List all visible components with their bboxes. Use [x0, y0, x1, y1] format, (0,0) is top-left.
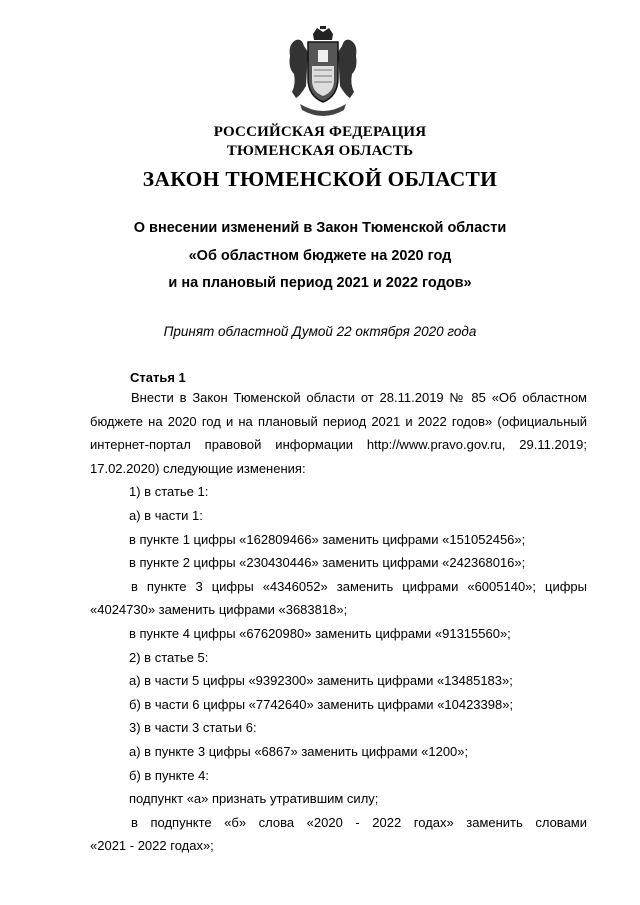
- body-line: бюджете на 2020 год и на плановый период 2021 и 2022 годов» (официальный: [90, 413, 587, 429]
- list-item: б) в части 6 цифры «7742640» заменить цифрами «10423398»;: [129, 696, 514, 712]
- list-item: в пункте 2 цифры «230430446» заменить цифрами «242368016»;: [129, 555, 526, 571]
- body-line: интернет-портал правовой информации http://www.pravo.gov.ru, 29.11.2019;: [90, 437, 587, 453]
- adoption-note: Принят областной Думой 22 октября 2020 года: [163, 324, 477, 339]
- list-item: в пункте 3 цифры «4346052» заменить цифрами «6005140»; цифры: [131, 578, 587, 594]
- body-line: Внести в Закон Тюменской области от 28.11.2019 № 85 «Об областном: [131, 390, 587, 405]
- law-title-line-2: «Об областном бюджете на 2020 год: [188, 248, 452, 264]
- list-item: 2) в статье 5:: [129, 649, 209, 665]
- country-heading: РОССИЙСКАЯ ФЕДЕРАЦИЯ: [213, 124, 427, 140]
- list-item: а) в части 1:: [129, 507, 203, 523]
- list-item: в пункте 1 цифры «162809466» заменить цифрами «151052456»;: [129, 531, 526, 547]
- region-heading: ТЮМЕНСКАЯ ОБЛАСТЬ: [226, 143, 414, 159]
- article-body: [90, 386, 587, 858]
- law-heading: ЗАКОН ТЮМЕНСКОЙ ОБЛАСТИ: [142, 167, 498, 191]
- list-item: а) в пункте 3 цифры «6867» заменить цифрами «1200»;: [129, 743, 469, 759]
- body-line: 17.02.2020) следующие изменения:: [90, 460, 306, 476]
- list-item: 3) в части 3 статьи 6:: [129, 720, 257, 736]
- list-item: б) в пункте 4:: [129, 767, 209, 783]
- list-item: «2021 - 2022 годах»;: [90, 838, 214, 854]
- list-item: «4024730» заменить цифрами «3683818»;: [90, 602, 348, 618]
- law-title-line-1: О внесении изменений в Закон Тюменской области: [133, 220, 507, 236]
- list-item: 1) в статье 1:: [129, 484, 209, 500]
- list-item: в подпункте «б» слова «2020 - 2022 годах» заменить словами: [131, 814, 587, 830]
- list-item: в пункте 4 цифры «67620980» заменить цифрами «91315560»;: [129, 625, 511, 641]
- list-item: подпункт «а» признать утратившим силу;: [129, 791, 379, 807]
- coat-of-arms-icon: [286, 26, 360, 118]
- list-item: а) в части 5 цифры «9392300» заменить цифрами «13485183»;: [129, 673, 513, 689]
- article-heading: Статья 1: [130, 370, 186, 385]
- law-title-line-3: и на плановый период 2021 и 2022 годов»: [168, 275, 472, 291]
